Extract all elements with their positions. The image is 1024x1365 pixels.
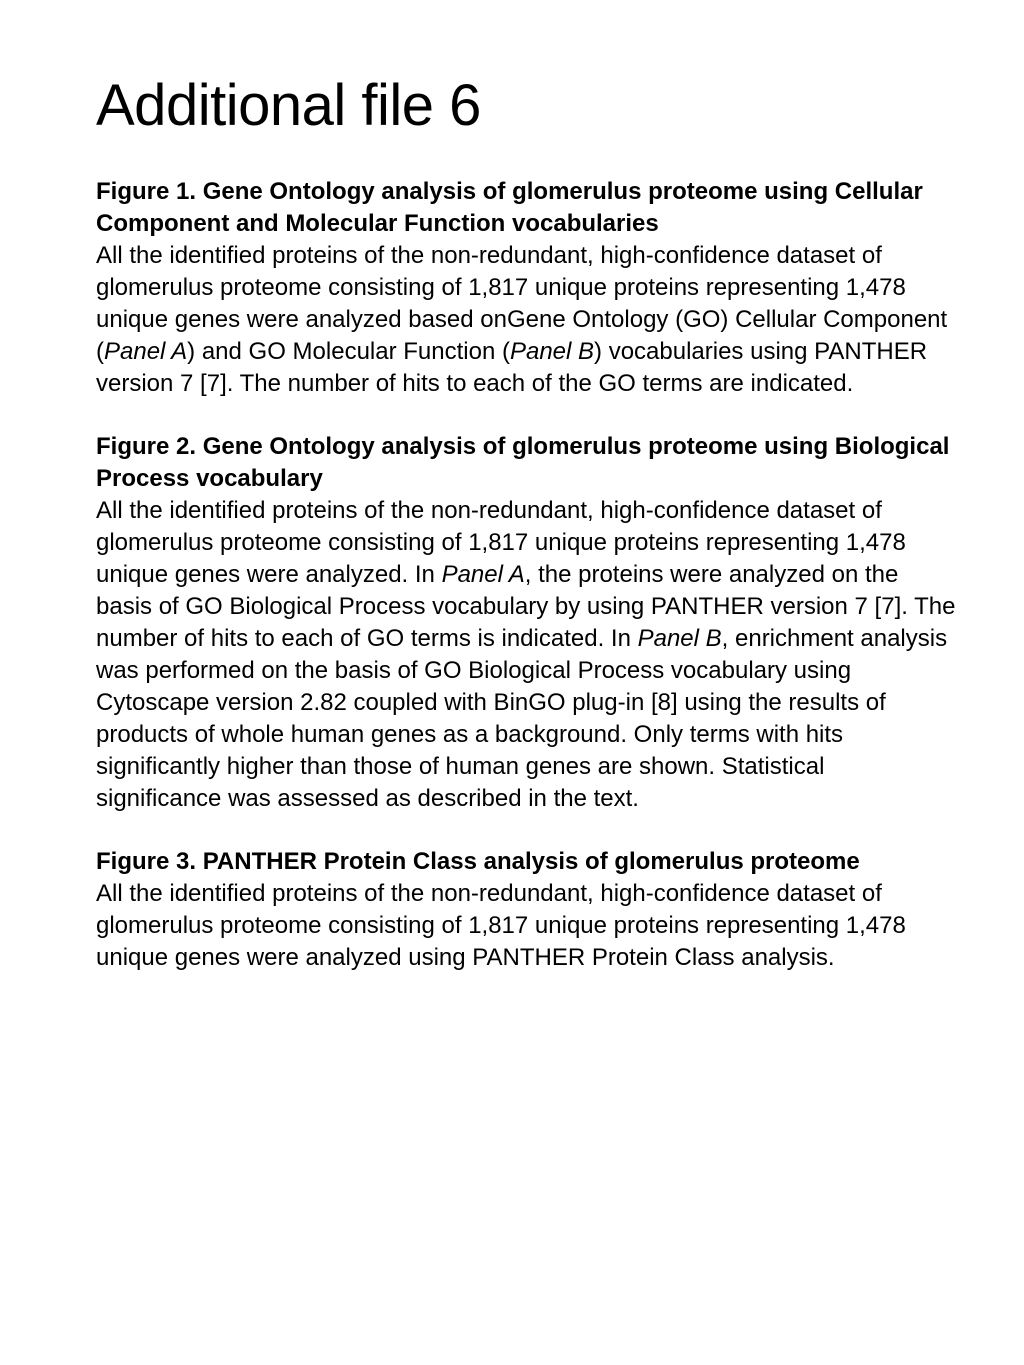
figure-3-text: All the identified proteins of the non-redundant, high-confidence dataset of glomerulus proteome consisting of 1,817 unique proteins representing 1,478 unique genes were analyzed using PANTHER Protein Class analysis.	[96, 880, 906, 971]
figure-1-text: ) and GO Molecular Function (	[187, 338, 510, 365]
figure-caption-3	[96, 846, 956, 974]
figure-2-panel-b-ref: Panel B	[637, 625, 722, 652]
figure-1-panel-a-ref: Panel A	[104, 338, 188, 365]
figure-caption-1	[96, 176, 956, 400]
document-page	[96, 72, 956, 1005]
figure-1-heading: Figure 1. Gene Ontology analysis of glomerulus proteome using Cellular Component and Molecular Function vocabularies	[96, 178, 923, 237]
figure-1-text: All the identified proteins of the non-redundant, high-confidence dataset of glomerulus proteome consisting of 1,817 unique proteins representing 1,478 unique genes were analyzed based onGene Ontology (GO) Cellular Component (	[96, 242, 948, 365]
figure-1-description	[96, 240, 956, 400]
figure-3-description	[96, 878, 956, 974]
figure-3-heading: Figure 3. PANTHER Protein Class analysis of glomerulus proteome	[96, 848, 860, 875]
figure-1-text: ) vocabularies using PANTHER version 7 [7]. The number of hits to each of the GO terms are indicated.	[96, 338, 928, 397]
figure-1-panel-b-ref: Panel B	[509, 338, 595, 365]
figure-2-text: , enrichment analysis was performed on the basis of GO Biological Process vocabulary using Cytoscape version 2.82 coupled with BinGO plug-in [8] using the results of products of whole human genes as a background. Only terms with hits significantly higher than those of human genes are shown. Statistical significance was assessed as described in the text.	[96, 625, 948, 812]
figure-2-description	[96, 495, 956, 815]
figure-2-text: , the proteins were analyzed on the basis of GO Biological Process vocabulary by using PANTHER version 7 [7]. The number of hits to each of GO terms is indicated. In	[96, 561, 956, 652]
document-title: Additional file 6	[96, 73, 481, 138]
figure-2-panel-a-ref: Panel A	[441, 561, 525, 588]
figure-2-text: All the identified proteins of the non-redundant, high-confidence dataset of glomerulus proteome consisting of 1,817 unique proteins representing 1,478 unique genes were analyzed. In	[96, 497, 906, 588]
figure-caption-2	[96, 431, 956, 815]
figure-2-heading: Figure 2. Gene Ontology analysis of glomerulus proteome using Biological Process vocabulary	[96, 433, 950, 492]
